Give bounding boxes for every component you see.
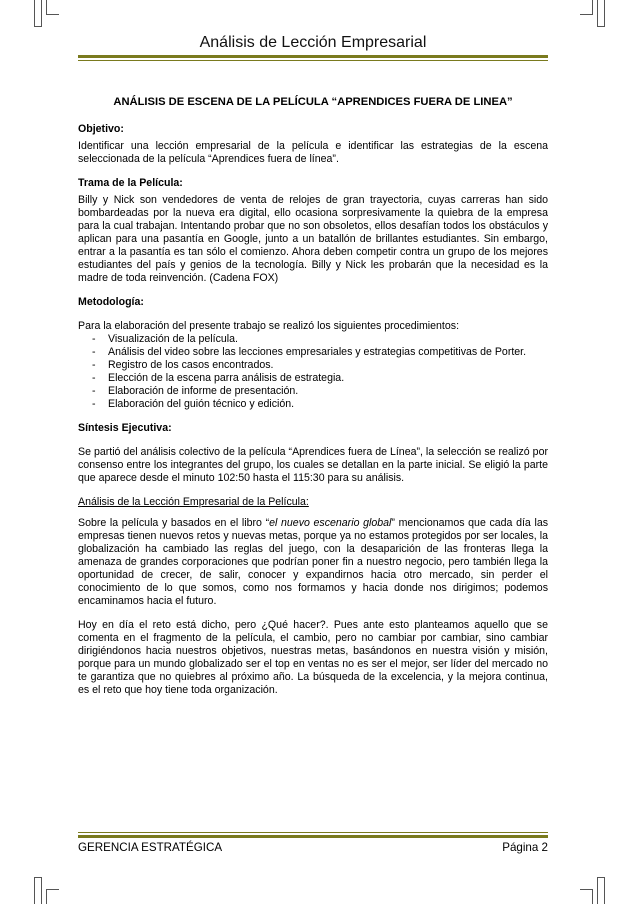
footer-rule-thick	[78, 835, 548, 838]
footer-rule-thin	[78, 832, 548, 833]
leccion-p1-after: ” mencionamos que cada día las empresas tienen nuevos retos y nuevas metas, porque ya no estamos protegidos por ser locales, la globalización ha cambiado las reglas del juego, con la desaparición de las fronteras llega la amenaza de grandes corporaciones que podrían poner fin a nuestro negocio, pero también llega la oportunidad de crecer, de salir, conocer y expandirnos hacia otro mercado, sin perder el conocimiento de lo que somos, como nos formamos y hacia donde nos dirigimos; podemos encaminamos hacia el futuro.	[78, 517, 549, 607]
metodologia-intro: Para la elaboración del presente trabajo se realizó los siguientes procedimientos:	[78, 320, 460, 332]
metodologia-heading: Metodología:	[78, 296, 144, 308]
crop-mark-bottom-left	[34, 877, 42, 904]
crop-mark-top-right	[597, 0, 605, 27]
header-rule-thick	[78, 55, 548, 58]
leccion-p1-before: Sobre la película y basados en el libro “	[78, 517, 270, 529]
list-item: - Elaboración de informe de presentación.	[78, 385, 548, 398]
crop-mark-bottom-right-inner	[580, 889, 593, 904]
leccion-paragraph-1	[78, 517, 548, 608]
crop-mark-top-left	[34, 0, 42, 27]
trama-heading: Trama de la Película:	[78, 177, 183, 189]
crop-mark-bottom-right	[597, 877, 605, 904]
footer-department: GERENCIA ESTRATÉGICA	[78, 841, 223, 854]
metodologia-steps-list	[78, 333, 548, 411]
leccion-p1-book-title: el nuevo escenario global	[269, 517, 392, 529]
page-header-title: Análisis de Lección Empresarial	[199, 34, 427, 51]
list-item: - Análisis del video sobre las lecciones empresariales y estrategias competitivas de Porter.	[78, 346, 548, 359]
page-number: Página 2	[502, 841, 548, 854]
crop-mark-top-right-inner	[580, 0, 593, 15]
sintesis-heading: Síntesis Ejecutiva:	[78, 422, 172, 434]
crop-mark-top-left-inner	[46, 0, 59, 15]
list-item: - Elaboración del guión técnico y edición.	[78, 398, 548, 411]
crop-mark-bottom-left-inner	[46, 889, 59, 904]
objetivo-text: Identificar una lección empresarial de la película e identificar las estrategias de la escena seleccionada de la película “Aprendices fuera de línea”.	[78, 140, 548, 165]
document-body	[78, 96, 548, 708]
list-item: - Elección de la escena parra análisis de estrategia.	[78, 372, 548, 385]
trama-text: Billy y Nick son vendedores de venta de relojes de gran trayectoria, cuyas carreras han sido bombardeadas por la nueva era digital, ello ocasiona sorpresivamente la quiebra de la empresa para la cual trabajan. Intentando probar que no son obsoletos, ellos desafían todos los obstáculos y aplican para una pasantía en Google, junto a un batallón de brillantes estudiantes. Sin embargo, entrar a la pasantía es tan sólo el comienzo. Ahora deben competir contra un grupo de los mejores estudiantes del país y genios de la tecnología. Billy y Nick les probarán que la necesidad es la madre de toda reinvención. (Cadena FOX)	[78, 194, 548, 284]
leccion-heading: Análisis de la Lección Empresarial de la Película:	[78, 496, 309, 508]
list-item: - Registro de los casos encontrados.	[78, 359, 548, 372]
objetivo-heading: Objetivo:	[78, 123, 124, 135]
leccion-paragraph-2: Hoy en día el reto está dicho, pero ¿Qué hacer?. Pues ante esto planteamos aquello que se comenta en el fragmento de la película, el cambio, pero no cambiar por cambiar, sino cambiar dirigiéndonos hacia nuestros objetivos, nuestras metas, basándonos en nuestra visión y misión, porque para un mundo globalizado ser el top en ventas no es ser el mejor, ser líder del mercado no te garantiza que no quiebres al próximo año. La búsqueda de la excelencia, y la mejora continua, es el reto que hoy tiene toda organización.	[78, 619, 548, 696]
list-item: - Visualización de la película.	[78, 333, 548, 346]
sintesis-text: Se partió del análisis colectivo de la película “Aprendices fuera de Línea”, la selección se realizó por consenso entre los integrantes del grupo, los cuales se detallan en la parte inicial. Se eligió la parte que aparece desde el minuto 102:50 hasta el 115:30 para su análisis.	[78, 446, 548, 484]
document-title: ANÁLISIS DE ESCENA DE LA PELÍCULA “APRENDICES FUERA DE LINEA”	[113, 96, 513, 108]
header-rule-thin	[78, 60, 548, 61]
